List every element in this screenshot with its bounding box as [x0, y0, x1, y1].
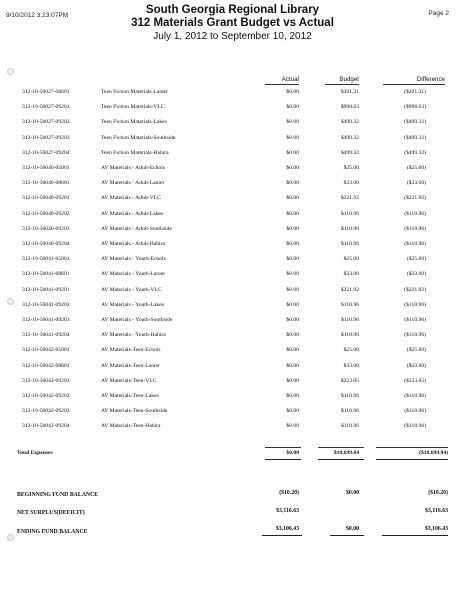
beginning-balance-budget: $0.00: [345, 490, 359, 496]
table-row: [0, 194, 465, 204]
table-row: [0, 225, 465, 235]
budget-amount: $33.00: [343, 271, 359, 278]
budget-amount: $499.32: [340, 134, 359, 141]
ending-balance-budget: $0.00: [345, 526, 359, 532]
actual-amount: $0.00: [286, 347, 299, 354]
difference-amount: ($223.05): [404, 377, 426, 384]
account-description: AV Materials - Youth-Lanier: [101, 271, 166, 278]
actual-amount: $0.00: [286, 210, 299, 217]
total-actual: $0.00: [286, 450, 299, 456]
difference-amount: ($499.32): [404, 134, 426, 141]
account-number: 312-10-56041-09203: [22, 317, 70, 323]
budget-amount: $25.00: [343, 347, 359, 354]
print-timestamp: 9/10/2012 3:23:07PM: [6, 12, 69, 19]
table-row: [0, 362, 465, 372]
budget-amount: $25.00: [343, 256, 359, 263]
beginning-balance-actual: ($10.20): [279, 490, 299, 496]
ending-balance-difference: $3,106.43: [424, 526, 448, 532]
account-number: 312-10-56041-09201: [22, 286, 70, 293]
total-rule: [265, 447, 301, 448]
table-row: [0, 346, 465, 356]
budget-amount: $499.32: [340, 119, 359, 126]
ending-balance-label: ENDING FUND BALANCE: [17, 529, 88, 535]
actual-amount: $0.00: [286, 301, 299, 308]
actual-amount: $0.00: [286, 225, 299, 232]
actual-amount: $0.00: [286, 317, 299, 323]
table-row: [0, 88, 465, 98]
table-row: [0, 286, 465, 296]
difference-amount: ($110.96): [404, 317, 426, 323]
account-number: 312-10-56040-09202: [22, 210, 70, 217]
account-description: Teen Fiction Materials-VLC: [101, 104, 165, 111]
account-number: 312-10-56027-09202: [22, 119, 70, 126]
total-double-rule: [318, 459, 364, 460]
account-description: AV Materials - Adult-Hahira: [101, 241, 165, 247]
actual-amount: $0.00: [286, 241, 299, 247]
account-description: Teen Fiction Materials-Southside: [101, 134, 176, 141]
account-number: 312-10-56042-09201: [22, 377, 70, 384]
account-description: AV Materials - Adult-VLC: [101, 195, 161, 202]
table-row: [0, 210, 465, 220]
actual-amount: $0.00: [286, 149, 299, 156]
account-number: 312-10-56042-05001: [22, 347, 70, 354]
actual-amount: $0.00: [286, 271, 299, 278]
account-description: AV Materials-Teen-Hahira: [101, 423, 161, 430]
account-number: 312-10-56040-09201: [22, 195, 70, 202]
actual-amount: $0.00: [286, 89, 299, 95]
account-number: 312-10-56040-05001: [22, 165, 70, 171]
account-number: 312-10-56027-09201: [22, 104, 70, 111]
difference-amount: ($110.96): [404, 332, 426, 339]
account-description: AV Materials - Youth-Southside: [101, 317, 173, 323]
account-description: Teen Fiction Materials-Lakes: [101, 119, 167, 126]
table-row: [0, 240, 465, 250]
account-description: AV Materials-Teen-Lanier: [101, 362, 160, 369]
net-surplus-label: NET SURPLUS(DEFICIT): [17, 510, 85, 516]
punch-hole: [7, 534, 14, 541]
header-underline: [265, 84, 299, 85]
table-row: [0, 316, 465, 326]
difference-amount: ($221.92): [404, 195, 426, 202]
report-date-range: July 1, 2012 to September 10, 2012: [153, 31, 312, 42]
beginning-balance-difference: ($10.20): [428, 490, 448, 496]
account-number: 312-10-56040-09203: [22, 225, 70, 232]
account-number: 312-10-56041-09204: [22, 332, 70, 339]
table-row: [0, 103, 465, 113]
difference-amount: ($110.96): [404, 408, 426, 415]
total-rule: [376, 447, 448, 448]
account-description: AV Materials - Adult-Lanier: [101, 180, 165, 187]
actual-amount: $0.00: [286, 165, 299, 171]
budget-amount: $110.96: [341, 408, 359, 415]
punch-hole: [7, 68, 14, 75]
account-description: AV Materials-Teen-VLC: [101, 377, 157, 384]
page-number: Page 2: [428, 10, 449, 17]
table-row: [0, 331, 465, 341]
account-number: 312-10-56027-09204: [22, 149, 70, 156]
actual-amount: $0.00: [286, 256, 299, 263]
budget-amount: $998.63: [340, 104, 359, 111]
total-rule: [318, 447, 364, 448]
account-description: Teen Fiction Materials-Lanier: [101, 89, 169, 95]
account-number: 312-10-56040-09204: [22, 241, 70, 247]
difference-amount: ($110.96): [404, 301, 426, 308]
difference-amount: ($110.96): [404, 393, 426, 399]
table-row: [0, 179, 465, 189]
difference-amount: ($499.32): [404, 119, 426, 126]
actual-amount: $0.00: [286, 362, 299, 369]
table-row: [0, 422, 465, 432]
actual-amount: $0.00: [286, 423, 299, 430]
difference-amount: ($33.00): [406, 271, 426, 278]
actual-amount: $0.00: [286, 377, 299, 384]
actual-amount: $0.00: [286, 408, 299, 415]
difference-amount: ($33.00): [406, 362, 426, 369]
budget-amount: $110.96: [341, 393, 359, 399]
budget-amount: $110.96: [341, 317, 359, 323]
actual-amount: $0.00: [286, 104, 299, 111]
account-number: 312-10-56040-08601: [22, 180, 70, 187]
budget-amount: $110.96: [341, 301, 359, 308]
net-surplus-difference: $3,116.63: [425, 508, 448, 514]
account-description: AV Materials - Adult-Lakes: [101, 210, 164, 217]
difference-amount: ($998.63): [404, 104, 426, 111]
account-number: 312-10-56041-09202: [22, 301, 70, 308]
budget-amount: $110.96: [341, 423, 359, 430]
actual-amount: $0.00: [286, 180, 299, 187]
account-number: 312-10-56027-09203: [22, 134, 70, 141]
account-description: AV Materials - Adult-Echols: [101, 165, 165, 171]
budget-amount: $221.92: [340, 195, 359, 202]
report-title: South Georgia Regional Library: [145, 4, 320, 16]
difference-amount: ($499.32): [404, 149, 426, 156]
account-description: AV Materials - Youth-Hahira: [101, 332, 166, 339]
total-difference: ($18,699.84): [419, 450, 448, 456]
difference-amount: ($110.96): [404, 423, 426, 430]
account-description: AV Materials - Adult-Southside: [101, 225, 172, 232]
header-underline: [325, 84, 359, 85]
actual-amount: $0.00: [286, 119, 299, 126]
actual-amount: $0.00: [286, 332, 299, 339]
budget-amount: $221.92: [340, 286, 359, 293]
table-row: [0, 377, 465, 387]
table-row: [0, 270, 465, 280]
header-underline: [383, 84, 445, 85]
column-header-budget: Budget: [339, 76, 359, 83]
account-number: 312-10-56042-08601: [22, 362, 70, 369]
account-description: AV Materials-Teen-Echols: [101, 347, 161, 354]
account-number: 312-10-56027-08601: [22, 89, 70, 95]
account-number: 312-10-56042-09203: [22, 408, 70, 415]
ending-balance-actual: $3,106.43: [275, 526, 299, 532]
budget-amount: $499.32: [340, 149, 359, 156]
difference-amount: ($33.00): [406, 180, 426, 187]
table-row: [0, 407, 465, 417]
account-description: AV Materials - Youth-Echols: [101, 256, 166, 263]
account-description: AV Materials - Youth-VLC: [101, 286, 162, 293]
account-description: AV Materials-Teen-Southside: [101, 408, 168, 415]
budget-amount: $25.00: [343, 165, 359, 171]
actual-amount: $0.00: [286, 134, 299, 141]
account-number: 312-10-56041-05001: [22, 256, 70, 263]
budget-amount: $33.00: [343, 180, 359, 187]
budget-amount: $110.96: [341, 225, 359, 232]
ending-double-rule: [330, 535, 364, 536]
table-row: [0, 301, 465, 311]
difference-amount: ($201.31): [404, 89, 426, 95]
budget-amount: $201.31: [340, 89, 359, 95]
difference-amount: ($25.00): [406, 165, 426, 171]
account-number: 312-10-56042-09204: [22, 423, 70, 430]
table-row: [0, 164, 465, 174]
difference-amount: ($110.96): [404, 241, 426, 247]
account-number: 312-10-56041-08601: [22, 271, 70, 278]
ending-double-rule: [382, 535, 448, 536]
actual-amount: $0.00: [286, 286, 299, 293]
table-row: [0, 255, 465, 265]
actual-amount: $0.00: [286, 195, 299, 202]
beginning-balance-label: BEGINNING FUND BALANCE: [17, 492, 99, 498]
table-row: [0, 118, 465, 128]
total-double-rule: [265, 459, 301, 460]
budget-amount: $33.00: [343, 362, 359, 369]
account-number: 312-10-56042-09202: [22, 393, 70, 399]
column-header-actual: Actual: [281, 76, 299, 83]
ending-double-rule: [262, 535, 302, 536]
account-description: AV Materials - Youth-Lakes: [101, 301, 164, 308]
table-row: [0, 149, 465, 159]
account-description: Teen Fiction Materials-Hahira: [101, 149, 169, 156]
total-label: Total Expenses: [17, 450, 53, 456]
table-row: [0, 134, 465, 144]
net-surplus-actual: $3,116.63: [276, 508, 299, 514]
budget-amount: $223.05: [340, 377, 359, 384]
budget-amount: $110.96: [341, 241, 359, 247]
total-budget: $18,699.84: [333, 450, 359, 456]
total-double-rule: [376, 459, 448, 460]
difference-amount: ($110.96): [404, 210, 426, 217]
account-description: AV Materials-Teen-Lakes: [101, 393, 159, 399]
difference-amount: ($25.00): [406, 347, 426, 354]
difference-amount: ($110.96): [404, 225, 426, 232]
difference-amount: ($25.00): [406, 256, 426, 263]
budget-amount: $110.96: [341, 210, 359, 217]
column-header-difference: Difference: [416, 76, 445, 83]
actual-amount: $0.00: [286, 393, 299, 399]
report-subtitle: 312 Materials Grant Budget vs Actual: [131, 17, 334, 29]
difference-amount: ($221.92): [404, 286, 426, 293]
budget-amount: $110.96: [341, 332, 359, 339]
table-row: [0, 392, 465, 402]
